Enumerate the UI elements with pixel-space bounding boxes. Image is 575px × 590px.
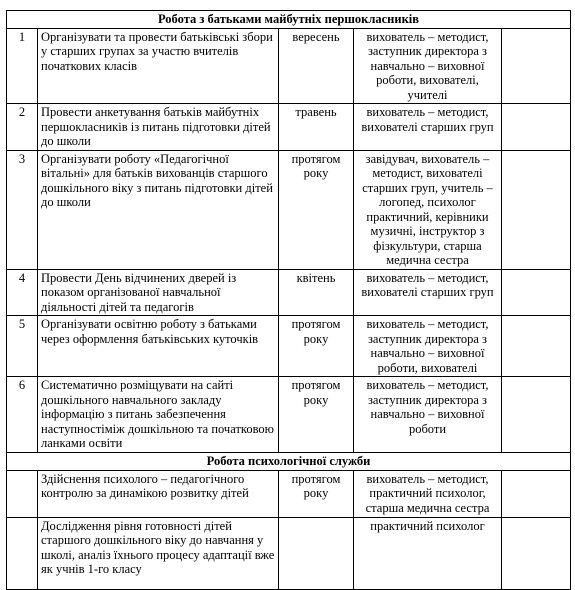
row-task: Дослідження рівня готовності дітей старшого дошкільного віку до навчання у школі, аналіз їхнього процесу адаптації вже як учнів 1-го класу [38,517,279,589]
row-number: 3 [7,150,38,269]
row-task: Організувати роботу «Педагогічної вітальні» для батьків вихованців старшого дошкільного віку з питань підготовки дітей до школи [38,150,279,269]
row-note [502,104,571,151]
section-title: Робота з батьками майбутніх першокласників [7,11,571,29]
row-task: Організувати освітню роботу з батьками через оформлення батьківських куточків [38,316,279,377]
table-row [7,470,571,517]
row-task: Провести День відчинених дверей із показом організованої навчальної діяльності дітей та педагогів [38,269,279,316]
row-responsible: вихователь – методист, заступник директора з навчально – виховної роботи [354,377,502,453]
table-row [7,269,571,316]
section-title: Робота психологічної служби [7,453,571,471]
table-row [7,104,571,151]
row-responsible: вихователь – методист, заступник директора з навчально – виховної роботи, вихователі [354,316,502,377]
row-term: протягом року [279,316,354,377]
plan-table [6,10,571,590]
row-number: 1 [7,28,38,104]
row-number: 4 [7,269,38,316]
row-responsible: вихователь – методист, вихователі старших груп [354,104,502,151]
row-term: протягом року [279,470,354,517]
row-note [502,269,571,316]
row-note [502,316,571,377]
row-term: протягом року [279,150,354,269]
row-note [502,470,571,517]
section-header-row [7,453,571,471]
section-header-row [7,11,571,29]
row-term: травень [279,104,354,151]
row-number [7,470,38,517]
row-term: квітень [279,269,354,316]
table-row [7,150,571,269]
row-note [502,150,571,269]
row-number: 2 [7,104,38,151]
row-responsible: практичний психолог [354,517,502,589]
row-number: 6 [7,377,38,453]
row-term: протягом року [279,377,354,453]
row-note [502,28,571,104]
table-row [7,316,571,377]
table-row [7,28,571,104]
row-term: вересень [279,28,354,104]
row-term [279,517,354,589]
row-responsible: вихователь – методист, вихователі старших груп [354,269,502,316]
row-responsible: вихователь – методист, практичний психолог, старша медична сестра [354,470,502,517]
row-responsible: вихователь – методист, заступник директора з навчально – виховної роботи, вихователі, учителі [354,28,502,104]
row-note [502,377,571,453]
row-task: Систематично розміщувати на сайті дошкільного навчального закладу інформацію з питань забезпечення наступностіміж дошкільною та початковою ланками освіти [38,377,279,453]
row-task: Організувати та провести батьківські збори у старших групах за участю вчителів початкових класів [38,28,279,104]
row-responsible: завідувач, вихователь – методист, вихователі старших груп, учитель – логопед, психолог практичний, керівники музичні, інструктор з фізкультури, старша медична сестра [354,150,502,269]
row-task: Провести анкетування батьків майбутніх першокласників із питань підготовки дітей до школи [38,104,279,151]
row-note [502,517,571,589]
table-row [7,517,571,589]
row-task: Здійснення психолого – педагогічного контролю за динамікою розвитку дітей [38,470,279,517]
row-number [7,517,38,589]
row-number: 5 [7,316,38,377]
table-row [7,377,571,453]
